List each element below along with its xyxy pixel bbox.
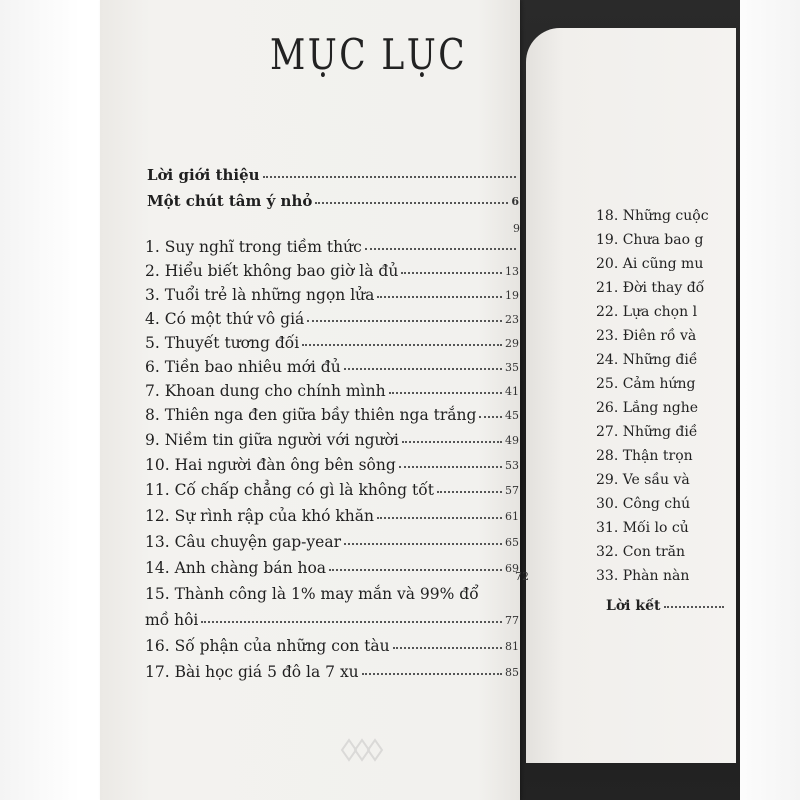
- toc-entry-right: 18. Những cuộc: [596, 208, 709, 224]
- toc-entry-page: 65: [505, 536, 519, 549]
- toc-entry: [145, 382, 519, 400]
- toc-entry-page: 57: [505, 484, 519, 497]
- toc-entry: [145, 637, 519, 655]
- toc-entry-label: 12. Sự rình rập của khó khăn: [145, 507, 374, 525]
- toc-entry-right: 19. Chưa bao g: [596, 232, 704, 248]
- toc-entry-page: 19: [505, 289, 519, 302]
- toc-entry-right: 20. Ai cũng mu: [596, 256, 704, 272]
- toc-entry-label: 4. Có một thứ vô giá: [145, 310, 305, 328]
- toc-entry-label: 13. Câu chuyện gap-year: [145, 533, 341, 551]
- toc-entry-label: 10. Hai người đàn ông bên sông: [145, 456, 396, 474]
- toc-entry-page: 69: [505, 562, 519, 575]
- toc-entry: [145, 585, 519, 603]
- leader-dots: [437, 491, 502, 493]
- toc-entry-label: 15. Thành công là 1% may mắn và 99% đổ: [145, 585, 479, 603]
- toc-entry-page: 29: [505, 337, 519, 350]
- toc-entry-right: 28. Thận trọn: [596, 448, 693, 464]
- toc-entry-right: 23. Điên rồ và: [596, 328, 697, 344]
- toc-entry-page: 6: [511, 195, 519, 208]
- toc-entry: [145, 238, 519, 256]
- leader-dots: [479, 416, 502, 418]
- toc-entry-right: 31. Mối lo củ: [596, 520, 689, 536]
- toc-entry: [145, 262, 519, 280]
- toc-entry-label: 9. Niềm tin giữa người với người: [145, 431, 399, 449]
- leader-dots: [377, 517, 502, 519]
- leader-dots: [201, 621, 502, 623]
- toc-entry: [145, 611, 519, 629]
- page-title: MỤC LỤC: [270, 30, 468, 79]
- leader-dots: [344, 543, 502, 545]
- leader-dots: [329, 569, 502, 571]
- toc-entry: [145, 431, 519, 449]
- toc-entry-right: 30. Công chú: [596, 496, 691, 512]
- leader-dots: [402, 441, 502, 443]
- toc-entry-label: Lời giới thiệu: [147, 166, 260, 184]
- leader-dots: [365, 248, 516, 250]
- toc-entry-label: Một chút tâm ý nhỏ: [147, 192, 313, 210]
- toc-entry: [145, 663, 519, 681]
- closing-label: Lời kết: [606, 598, 661, 614]
- toc-entry-page: 53: [505, 459, 519, 472]
- leader-dots: [393, 647, 502, 649]
- toc-entry-page: 35: [505, 361, 519, 374]
- toc-entry-right: 27. Những điề: [596, 424, 698, 440]
- toc-entry: [145, 406, 519, 424]
- stray-page-number: 9: [513, 222, 520, 235]
- toc-entry-intro: [147, 166, 519, 184]
- toc-entry-right: 24. Những điề: [596, 352, 698, 368]
- toc-entry: [145, 310, 519, 328]
- leader-dots: [263, 176, 516, 178]
- toc-entry-label: 3. Tuổi trẻ là những ngọn lửa: [145, 286, 375, 304]
- toc-entry: [145, 286, 519, 304]
- closing-entry: [606, 598, 736, 614]
- leader-dots: [315, 202, 508, 204]
- toc-entry-page: 85: [505, 666, 519, 679]
- toc-entry-label: 8. Thiên nga đen giữa bầy thiên nga trắng: [145, 406, 477, 424]
- toc-entry-label: 16. Số phận của những con tàu: [145, 637, 390, 655]
- toc-entry-label: 11. Cố chấp chẳng có gì là không tốt: [145, 481, 434, 499]
- leader-dots: [664, 606, 724, 608]
- toc-entry-label: 7. Khoan dung cho chính mình: [145, 382, 386, 400]
- toc-entry-page: 23: [505, 313, 519, 326]
- leader-dots: [302, 344, 502, 346]
- toc-entry-label: 2. Hiểu biết không bao giờ là đủ: [145, 262, 399, 280]
- toc-entry-page: 49: [505, 434, 519, 447]
- leader-dots: [399, 466, 502, 468]
- leader-dots: [344, 368, 502, 370]
- toc-entry-page: 13: [505, 265, 519, 278]
- toc-entry-right: 22. Lựa chọn l: [596, 304, 698, 320]
- toc-entry: [145, 481, 519, 499]
- leader-dots: [389, 392, 502, 394]
- toc-entry: [145, 334, 519, 352]
- toc-entry: [145, 533, 519, 551]
- toc-entry-right: 29. Ve sầu và: [596, 472, 690, 488]
- toc-entry-right: 25. Cảm hứng: [596, 376, 696, 392]
- toc-entry-right: 21. Đời thay đổ: [596, 280, 705, 296]
- toc-entry: [145, 507, 519, 525]
- toc-entry-right: 26. Lắng nghe: [596, 400, 699, 416]
- toc-entry-page: 41: [505, 385, 519, 398]
- toc-entry-label: 5. Thuyết tương đối: [145, 334, 300, 352]
- toc-entry-right: 32. Con trăn: [596, 544, 686, 560]
- leader-dots: [307, 320, 502, 322]
- toc-entry-label: mồ hôi: [145, 611, 199, 629]
- leader-dots: [377, 296, 502, 298]
- leader-dots: [401, 272, 502, 274]
- toc-entry: [145, 358, 519, 376]
- toc-entry-page: 45: [505, 409, 519, 422]
- toc-entry-label: 6. Tiền bao nhiêu mới đủ: [145, 358, 341, 376]
- toc-entry: [145, 559, 519, 577]
- toc-entry-page: 61: [505, 510, 519, 523]
- toc-entry-page: 81: [505, 640, 519, 653]
- watermark-logo: [337, 735, 387, 765]
- toc-entry-label: 17. Bài học giá 5 đô la 7 xu: [145, 663, 359, 681]
- leader-dots: [362, 673, 502, 675]
- toc-entry-label: 1. Suy nghĩ trong tiềm thức: [145, 238, 362, 256]
- toc-entry: [145, 456, 519, 474]
- toc-entry-label: 14. Anh chàng bán hoa: [145, 559, 327, 577]
- toc-entry-right: 33. Phàn nàn: [596, 568, 690, 584]
- toc-entry-preface: [147, 192, 519, 210]
- toc-entry-page: 77: [505, 614, 519, 627]
- stray-page-number: 72: [515, 570, 529, 583]
